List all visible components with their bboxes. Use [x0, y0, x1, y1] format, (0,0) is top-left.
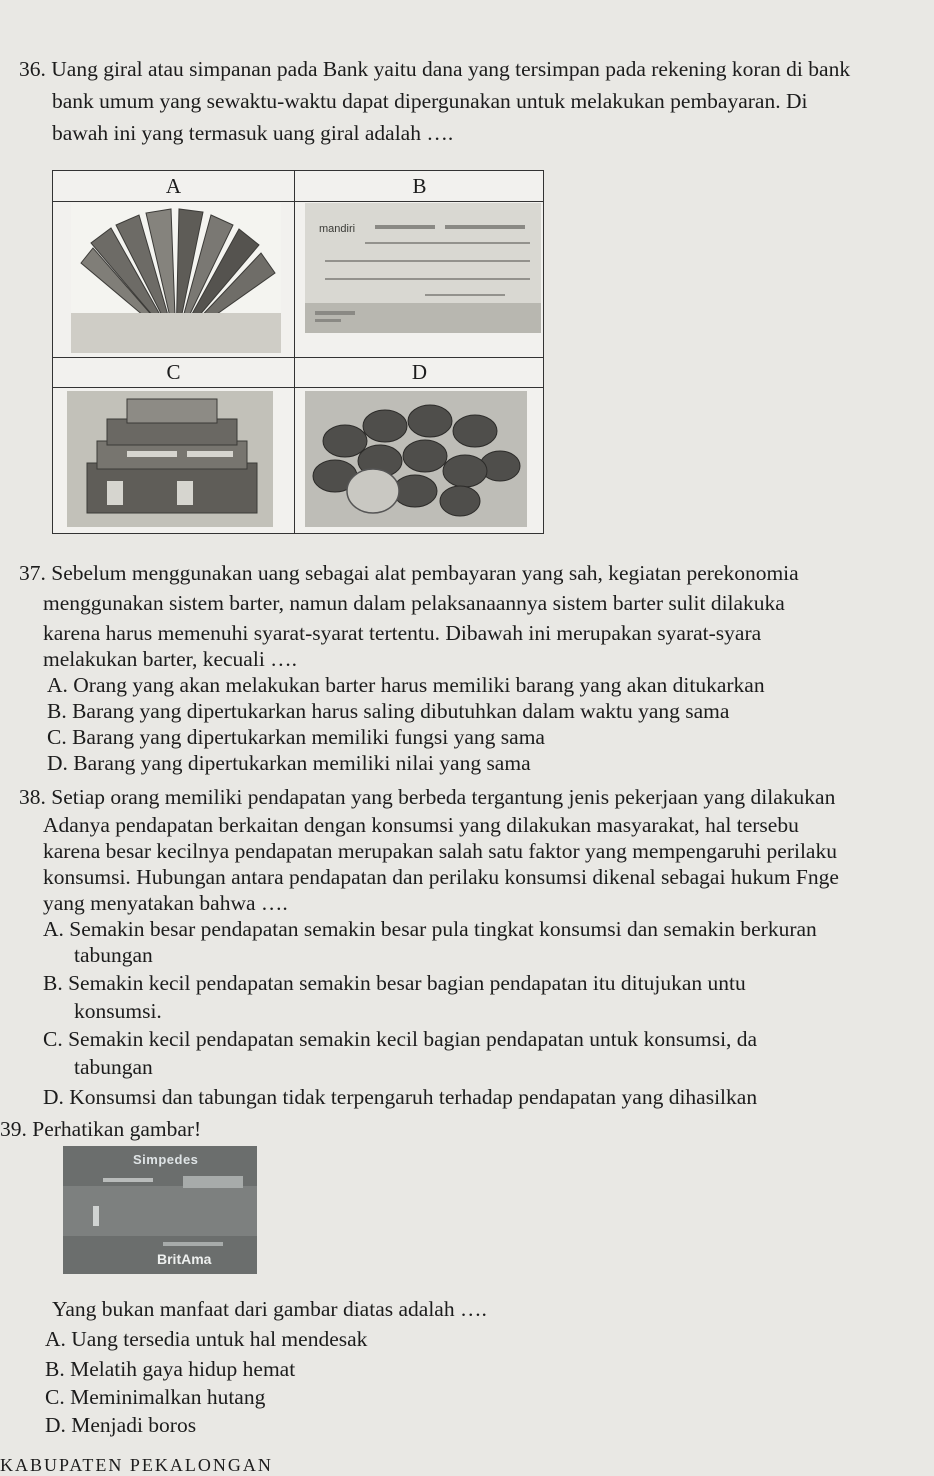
- grid-divider-lower: [53, 387, 543, 388]
- q38-line-3: karena besar kecilnya pendapatan merupakan salah satu faktor yang mempengaruhi perilaku: [43, 839, 837, 863]
- q37-line-3: karena harus memenuhi syarat-syarat tertentu. Dibawah ini merupakan syarat-syara: [43, 621, 762, 645]
- q37-option-d[interactable]: D. Barang yang dipertukarkan memiliki nilai yang sama: [47, 751, 531, 775]
- option-a-label[interactable]: A: [165, 174, 182, 198]
- q37-option-b[interactable]: B. Barang yang dipertukarkan harus saling dibutuhkan dalam waktu yang sama: [47, 699, 730, 723]
- q38-option-a-cont: tabungan: [74, 943, 153, 967]
- q36-line-1: 36. Uang giral atau simpanan pada Bank yaitu dana yang tersimpan pada rekening koran di bank: [19, 57, 851, 81]
- q38-option-a[interactable]: A. Semakin besar pendapatan semakin besar pula tingkat konsumsi dan semakin berkuran: [43, 917, 817, 941]
- q37-option-a[interactable]: A. Orang yang akan melakukan barter harus memiliki barang yang akan ditukarkan: [47, 673, 765, 697]
- q37-line-4: melakukan barter, kecuali ….: [43, 647, 298, 671]
- q36-line-2: bank umum yang sewaktu-waktu dapat dipergunakan untuk melakukan pembayaran. Di: [52, 89, 808, 113]
- coins-pile-image[interactable]: [305, 391, 527, 527]
- q36-line-3: bawah ini yang termasuk uang giral adalah ….: [52, 121, 454, 145]
- cash-bundles-image[interactable]: [67, 391, 273, 527]
- q39-option-a[interactable]: A. Uang tersedia untuk hal mendesak: [45, 1327, 368, 1351]
- option-b-label[interactable]: B: [412, 174, 427, 198]
- q39-prompt: 39. Perhatikan gambar!: [0, 1117, 202, 1141]
- q38-option-c[interactable]: C. Semakin kecil pendapatan semakin kecil bagian pendapatan untuk konsumsi, da: [43, 1027, 758, 1051]
- q39-question: Yang bukan manfaat dari gambar diatas adalah ….: [52, 1297, 487, 1321]
- q38-option-b-cont: konsumsi.: [74, 999, 162, 1023]
- banknotes-fan-image[interactable]: [71, 203, 281, 353]
- q38-option-c-cont: tabungan: [74, 1055, 153, 1079]
- q37-line-1: 37. Sebelum menggunakan uang sebagai alat pembayaran yang sah, kegiatan perekonomia: [19, 561, 799, 585]
- footer-regency: KABUPATEN PEKALONGAN: [0, 1455, 273, 1475]
- q38-option-b[interactable]: B. Semakin kecil pendapatan semakin besar bagian pendapatan itu ditujukan untu: [43, 971, 746, 995]
- grid-divider-vertical: [294, 171, 295, 533]
- q38-line-1: 38. Setiap orang memiliki pendapatan yang berbeda tergantung jenis pekerjaan yang dilakukan: [19, 785, 836, 809]
- q38-line-2: Adanya pendapatan berkaitan dengan konsumsi yang dilakukan masyarakat, hal tersebu: [43, 813, 799, 837]
- q39-option-c[interactable]: C. Meminimalkan hutang: [45, 1385, 266, 1409]
- cheque-image[interactable]: [305, 203, 541, 333]
- q38-line-5: yang menyatakan bahwa ….: [43, 891, 288, 915]
- cheque-payee-text: mandiri: [319, 223, 356, 235]
- grid-divider-top: [53, 201, 543, 202]
- q37-line-2: menggunakan sistem barter, namun dalam pelaksanaannya sistem barter sulit dilakuka: [43, 591, 785, 615]
- card-product-text: BritAma: [157, 1251, 212, 1267]
- savings-card-image[interactable]: [63, 1146, 257, 1274]
- option-c-label[interactable]: C: [166, 360, 181, 384]
- q36-image-grid: [52, 170, 544, 534]
- q38-line-4: konsumsi. Hubungan antara pendapatan dan perilaku konsumsi dikenal sebagai hukum Fnge: [43, 865, 839, 889]
- option-d-label[interactable]: D: [411, 360, 428, 384]
- q38-option-d[interactable]: D. Konsumsi dan tabungan tidak terpengaruh terhadap pendapatan yang dihasilkan: [43, 1085, 758, 1109]
- q37-option-c[interactable]: C. Barang yang dipertukarkan memiliki fungsi yang sama: [47, 725, 545, 749]
- q39-option-b[interactable]: B. Melatih gaya hidup hemat: [45, 1357, 296, 1381]
- card-brand-text: Simpedes: [133, 1152, 199, 1167]
- q39-option-d[interactable]: D. Menjadi boros: [45, 1413, 197, 1437]
